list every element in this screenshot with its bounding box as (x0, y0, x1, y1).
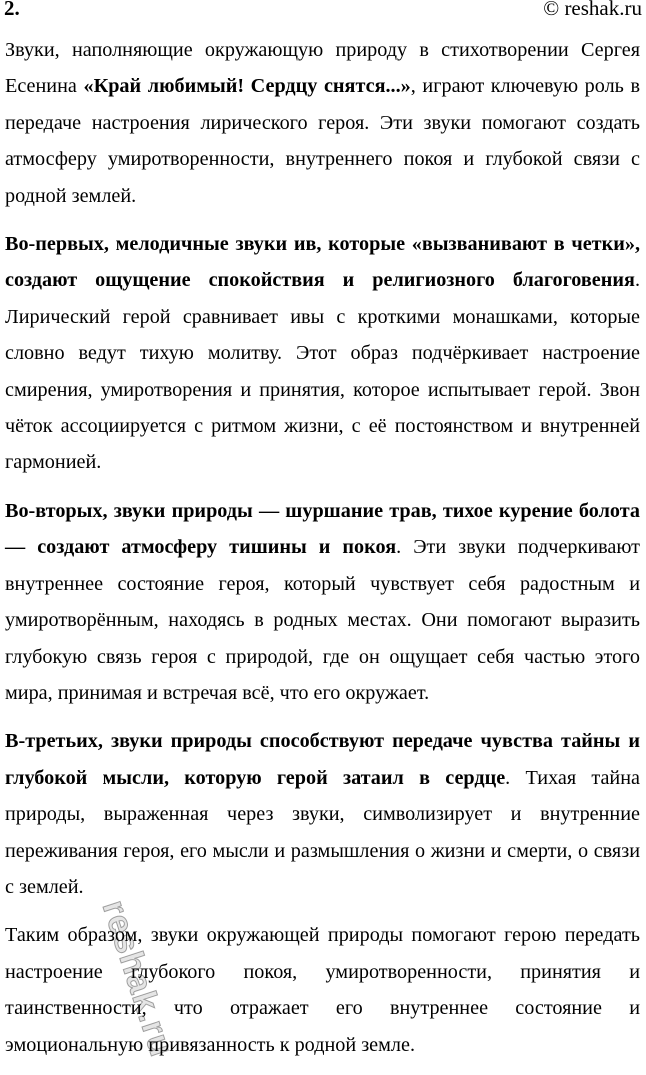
poem-title: «Край любимый! Сердцу снятся...» (83, 75, 411, 98)
paragraph-intro (5, 32, 640, 214)
key-thesis: Во-вторых, звуки природы — шуршание трав, тихое курение болота — создают атмосферу тишины и покоя (5, 499, 640, 559)
answer-text (5, 32, 640, 1075)
text-segment: Звуки, наполняющие окружающую природу в стихотворении Сергея Есенина (5, 39, 640, 98)
text-segment: . Эти звуки подчеркивают внутреннее состояние героя, который чувствует себя радостным и умиротворённым, находясь в родных местах. Они помогают выразить глубокую связь героя с природой, где он ощущает себя частью этого мира, принимая и встречая всё, что его окружает. (5, 536, 640, 704)
paragraph-second (5, 493, 640, 711)
key-thesis: Во-первых, мелодичные звуки ив, которые «вызванивают в четки», создают ощущение спокойствия и религиозного благоговения (5, 233, 640, 292)
text-segment: . Тихая тайна природы, выраженная через звуки, символизирует и внутренние переживания героя, его мысли и размышления о жизни и смерти, о связи с землей. (5, 766, 640, 898)
key-thesis: В-третьих, звуки природы способствуют передаче чувства тайны и глубокой мысли, которую герой затаил в сердце (5, 730, 640, 789)
source-mark: © reshak.ru (543, 0, 642, 20)
watermark-text: reshak.ru (94, 895, 181, 1062)
text-segment: , играют ключевую роль в передаче настроения лирического героя. Эти звуки помогают создать атмосферу умиротворенности, внутреннего покоя и глубокой связи с родной землей. (5, 75, 640, 207)
text-segment: . Лирический герой сравнивает ивы с кроткими монашками, которые словно ведут тихую молитву. Этот образ подчёркивает настроение смирения, умиротворения и принятия, которое испытывает герой. Звон чёток ассоциируется с ритмом жизни, с её постоянством и внутренней гармонией. (5, 269, 640, 474)
text-segment: Таким образом, звуки окружающей природы помогают герою передать настроение глубокого покоя, умиротворенности, принятия и таинственности, что отражает его внутреннее состояние и эмоциональную привязанность к родной земле. (5, 924, 640, 1056)
paragraph-first (5, 226, 640, 481)
paragraph-conclusion (5, 917, 640, 1063)
page-header (4, 0, 642, 20)
paragraph-third (5, 723, 640, 905)
task-number: 2. (4, 0, 20, 20)
